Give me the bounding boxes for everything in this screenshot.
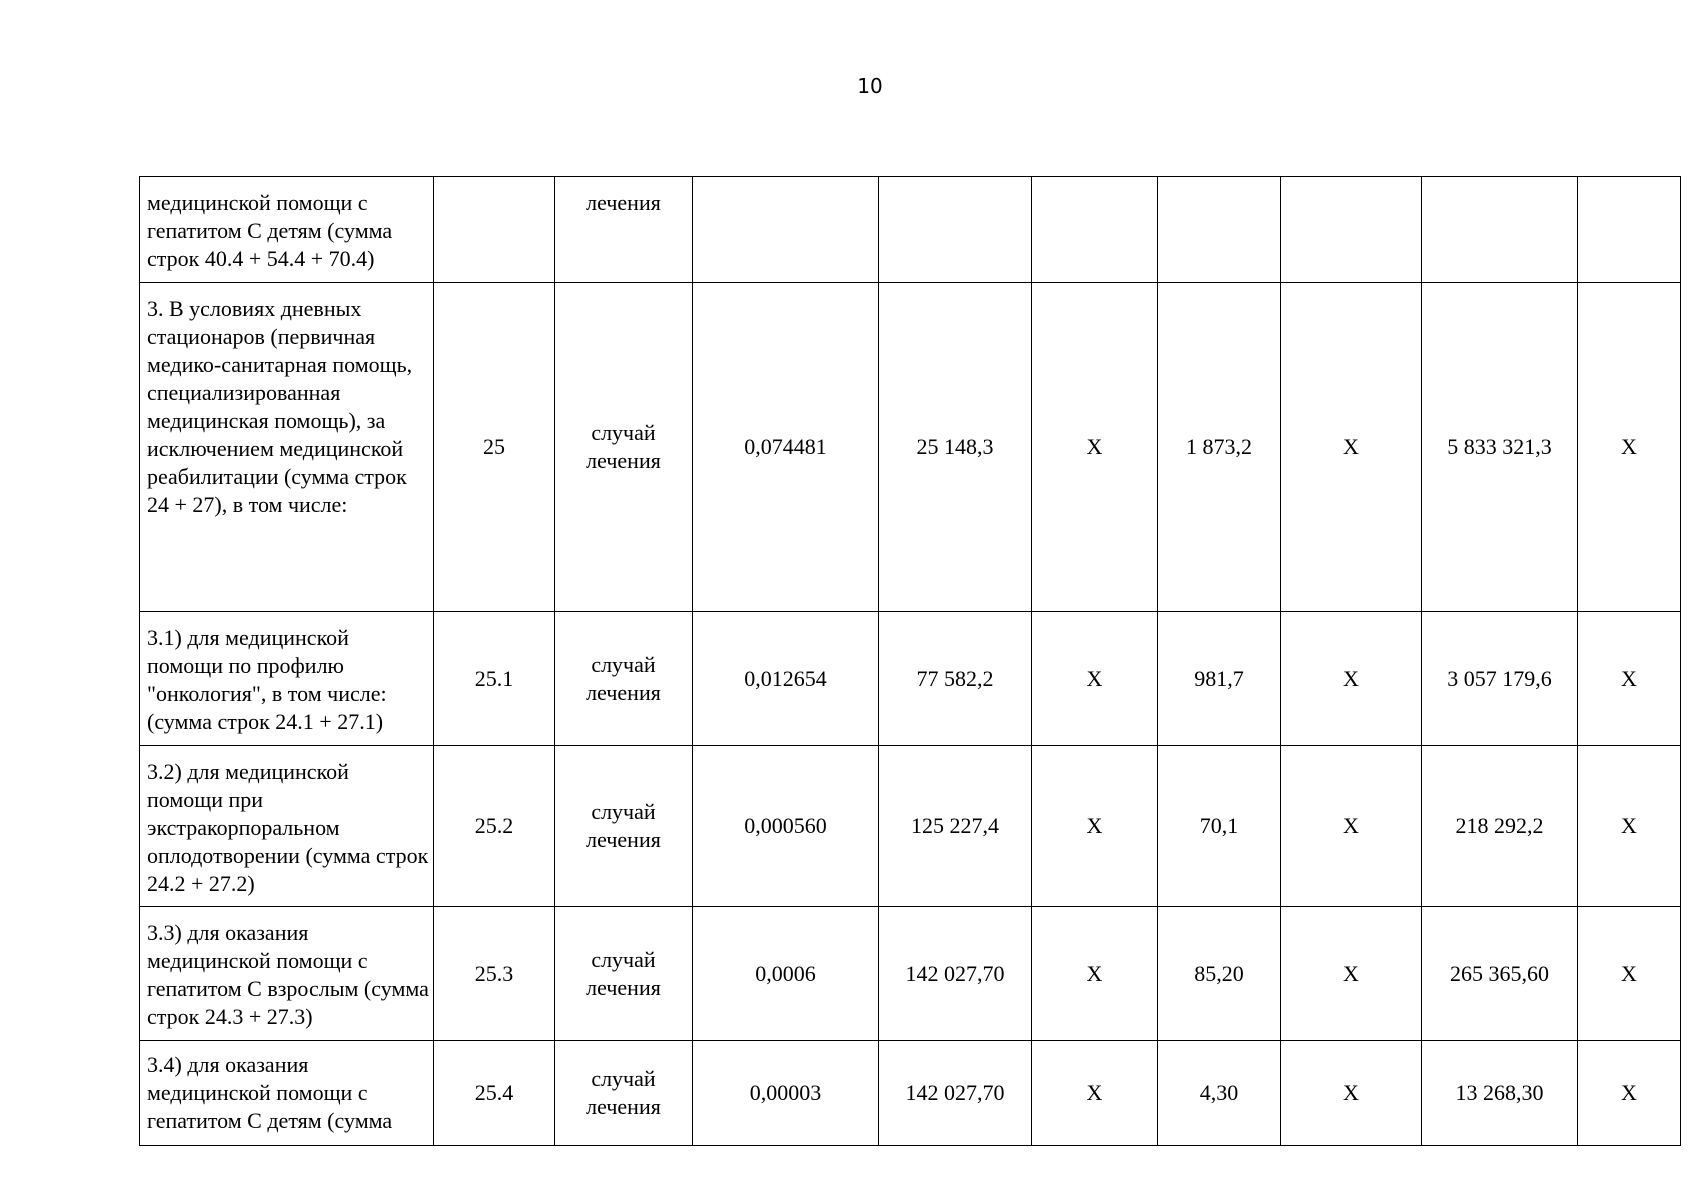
line-number-cell: 25.1: [434, 612, 555, 746]
cost-per-unit-cell: 142 027,70: [879, 1041, 1032, 1146]
col6-cell: X: [1032, 746, 1158, 907]
row-name-cell: 3.3) для оказания медицинской помощи с гепатитом С взрослым (сумма строк 24.3 + 27.3): [140, 907, 434, 1041]
col8-cell: X: [1281, 746, 1422, 907]
table-row: [140, 283, 1681, 612]
volume-cell: 0,074481: [693, 283, 879, 612]
col7-cell: 4,30: [1158, 1041, 1281, 1146]
col8-cell: X: [1281, 612, 1422, 746]
col8-cell: [1281, 177, 1422, 283]
row-name-cell: 3.2) для медицинской помощи при экстракорпоральном оплодотворении (сумма строк 24.2 + 27.2): [140, 746, 434, 907]
col10-cell: X: [1578, 283, 1681, 612]
col9-cell: 218 292,2: [1422, 746, 1578, 907]
unit-cell: случай лечения: [555, 907, 693, 1041]
page-number: 10: [857, 74, 883, 98]
cost-per-unit-cell: 77 582,2: [879, 612, 1032, 746]
cost-per-unit-cell: [879, 177, 1032, 283]
unit-cell: случай лечения: [555, 612, 693, 746]
col9-cell: 265 365,60: [1422, 907, 1578, 1041]
line-number-cell: 25.4: [434, 1041, 555, 1146]
col7-cell: 70,1: [1158, 746, 1281, 907]
col7-cell: [1158, 177, 1281, 283]
table-row: [140, 177, 1681, 283]
line-number-cell: [434, 177, 555, 283]
col9-cell: 5 833 321,3: [1422, 283, 1578, 612]
funding-table: [139, 176, 1681, 1146]
row-name-cell: медицинской помощи с гепатитом С детям (сумма строк 40.4 + 54.4 + 70.4): [140, 177, 434, 283]
col7-cell: 85,20: [1158, 907, 1281, 1041]
table-row: [140, 746, 1681, 907]
col7-cell: 1 873,2: [1158, 283, 1281, 612]
cost-per-unit-cell: 142 027,70: [879, 907, 1032, 1041]
unit-cell: лечения: [555, 177, 693, 283]
col9-cell: [1422, 177, 1578, 283]
col8-cell: X: [1281, 907, 1422, 1041]
line-number-cell: 25.2: [434, 746, 555, 907]
col7-cell: 981,7: [1158, 612, 1281, 746]
table-row: [140, 612, 1681, 746]
line-number-cell: 25: [434, 283, 555, 612]
volume-cell: 0,00003: [693, 1041, 879, 1146]
col9-cell: 13 268,30: [1422, 1041, 1578, 1146]
col8-cell: X: [1281, 283, 1422, 612]
table-row: [140, 1041, 1681, 1146]
col6-cell: [1032, 177, 1158, 283]
unit-cell: случай лечения: [555, 283, 693, 612]
col6-cell: X: [1032, 907, 1158, 1041]
volume-cell: [693, 177, 879, 283]
col10-cell: X: [1578, 907, 1681, 1041]
row-name-cell: 3. В условиях дневных стационаров (первичная медико-санитарная помощь, специализированная медицинская помощь), за исключением медицинской реабилитации (сумма строк 24 + 27), в том числе:: [140, 283, 434, 612]
unit-cell: случай лечения: [555, 746, 693, 907]
col10-cell: X: [1578, 746, 1681, 907]
cost-per-unit-cell: 125 227,4: [879, 746, 1032, 907]
col6-cell: X: [1032, 612, 1158, 746]
cost-per-unit-cell: 25 148,3: [879, 283, 1032, 612]
row-name-cell: 3.1) для медицинской помощи по профилю "онкология", в том числе: (сумма строк 24.1 + 27.1): [140, 612, 434, 746]
unit-cell: случай лечения: [555, 1041, 693, 1146]
line-number-cell: 25.3: [434, 907, 555, 1041]
col6-cell: X: [1032, 283, 1158, 612]
volume-cell: 0,012654: [693, 612, 879, 746]
col10-cell: X: [1578, 1041, 1681, 1146]
col6-cell: X: [1032, 1041, 1158, 1146]
col8-cell: X: [1281, 1041, 1422, 1146]
col9-cell: 3 057 179,6: [1422, 612, 1578, 746]
volume-cell: 0,000560: [693, 746, 879, 907]
col10-cell: [1578, 177, 1681, 283]
col10-cell: X: [1578, 612, 1681, 746]
table-row: [140, 907, 1681, 1041]
row-name-cell: 3.4) для оказания медицинской помощи с гепатитом С детям (сумма: [140, 1041, 434, 1146]
volume-cell: 0,0006: [693, 907, 879, 1041]
